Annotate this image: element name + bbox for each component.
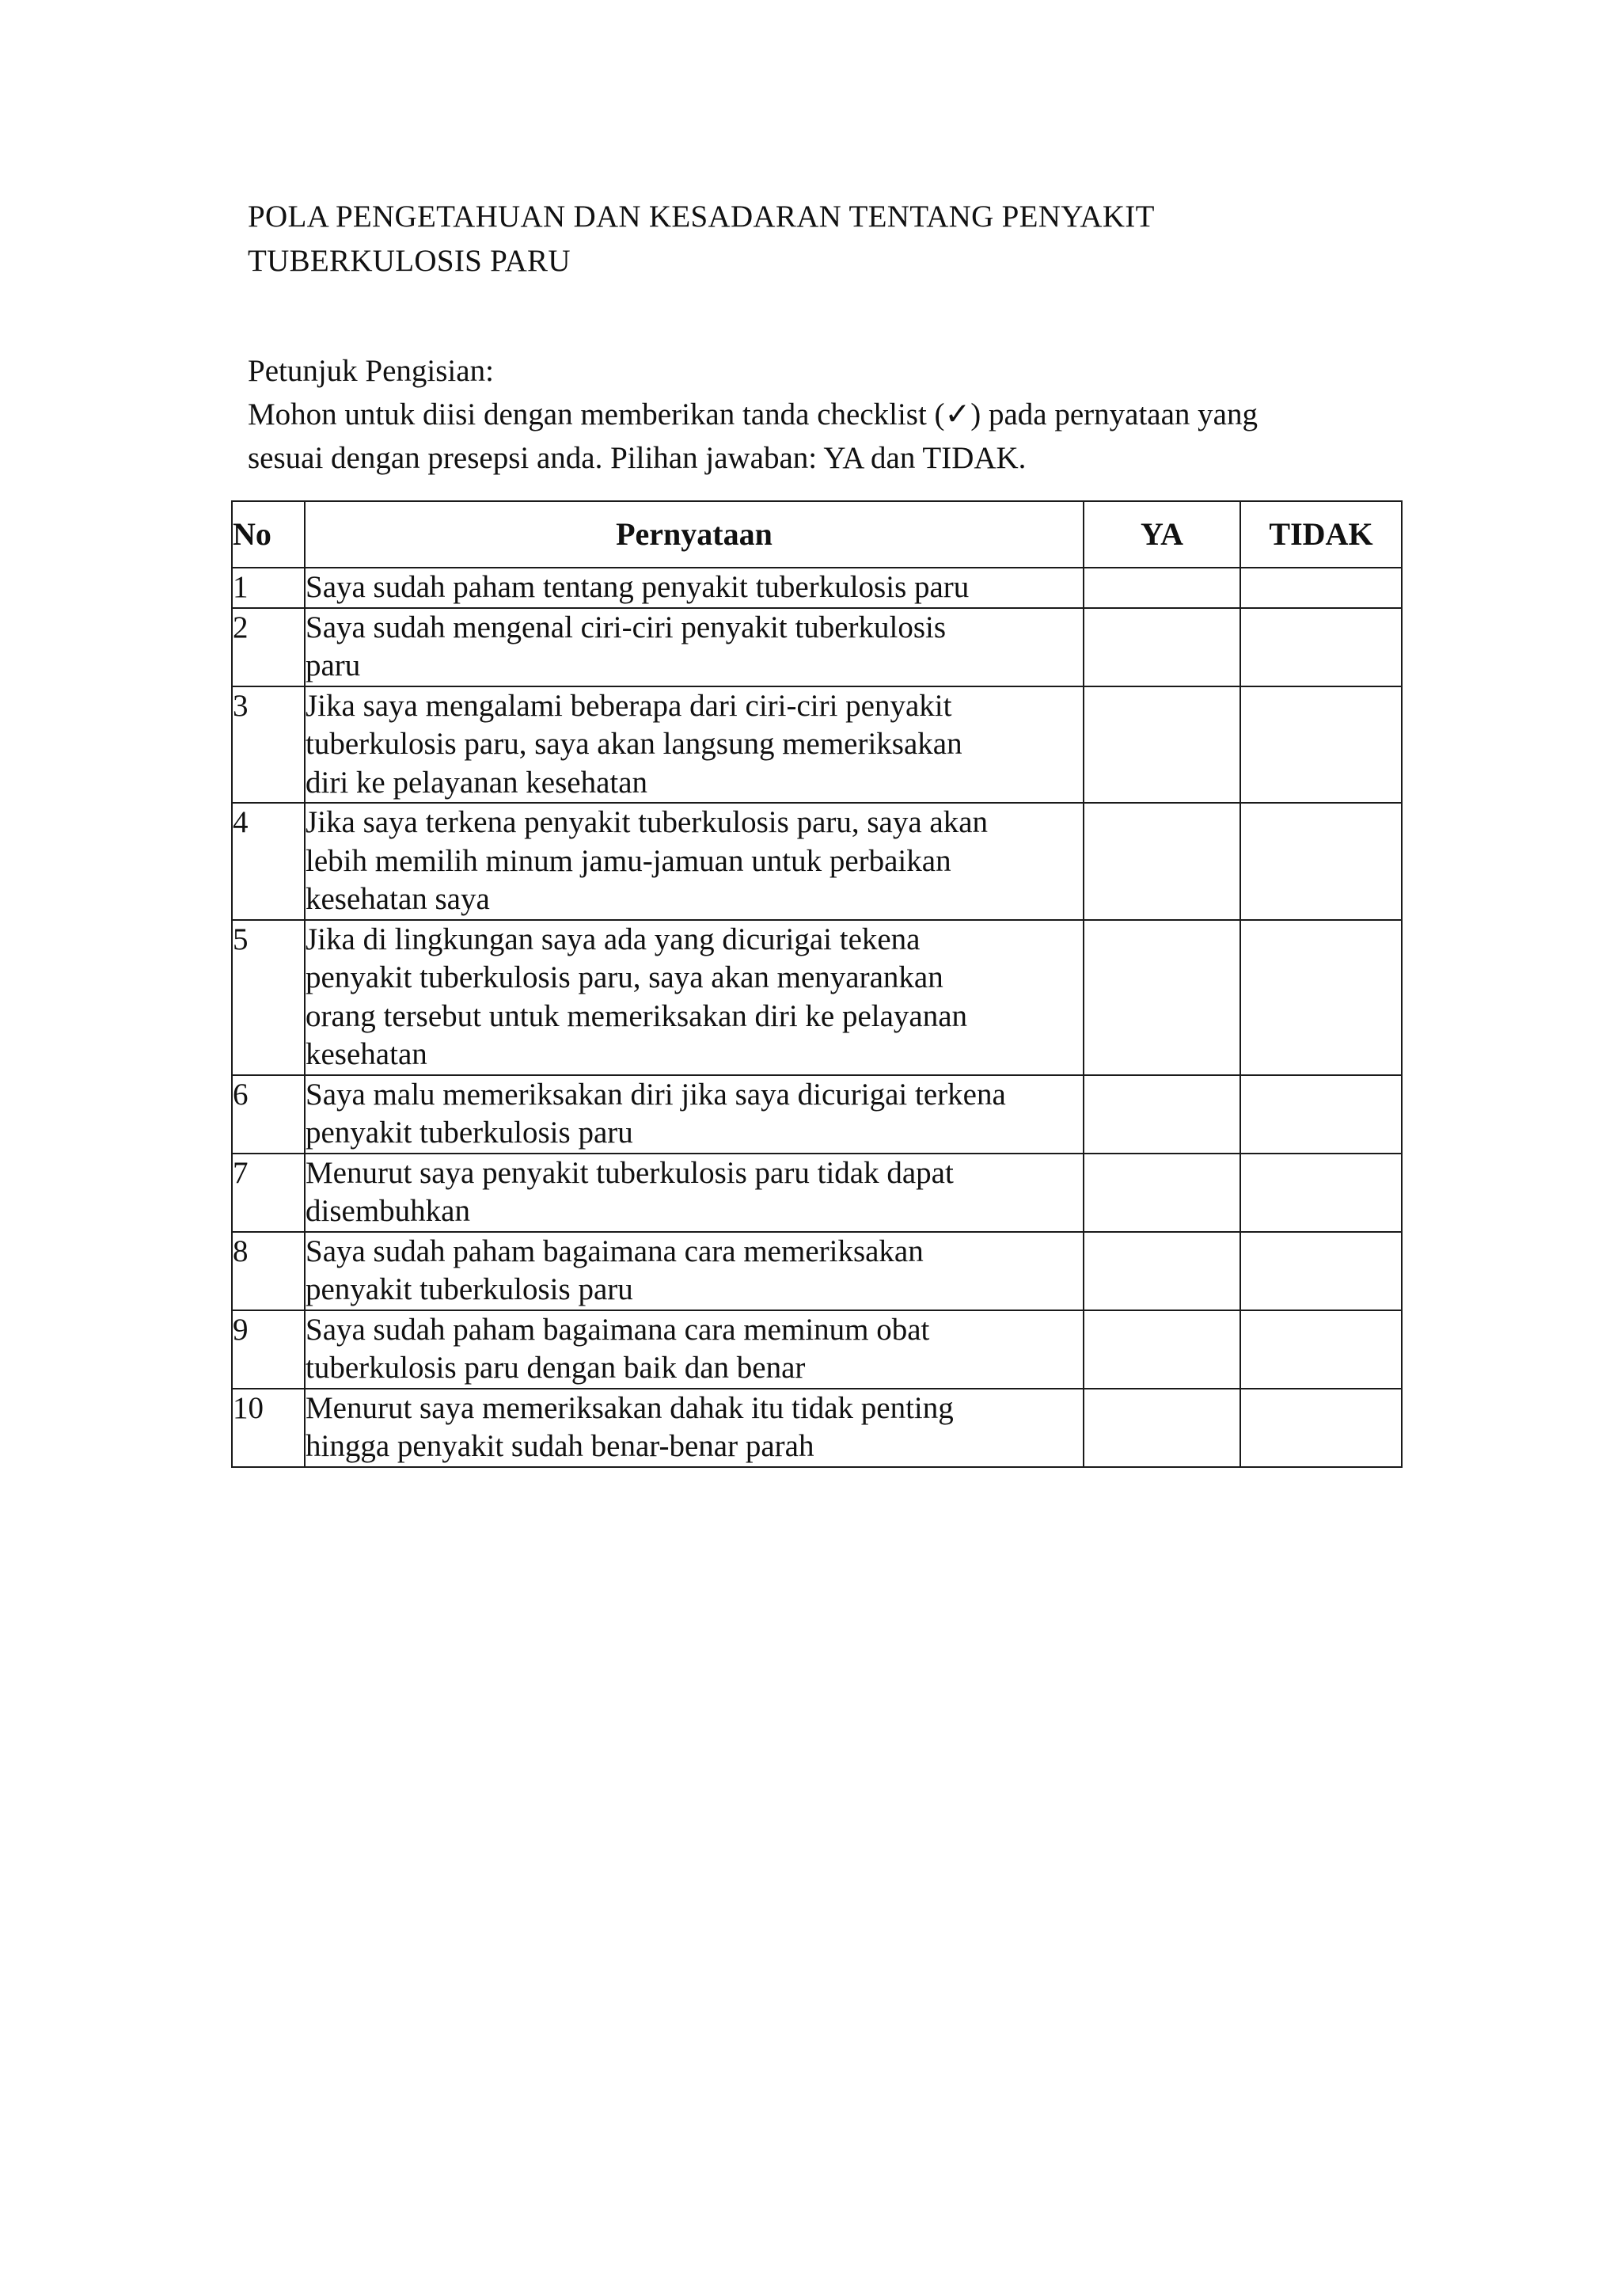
row-number: 10 — [232, 1389, 305, 1467]
table-row — [232, 568, 1402, 608]
statement-cell — [305, 1389, 1084, 1467]
answer-tidak-cell[interactable] — [1240, 1232, 1402, 1310]
row-number: 1 — [232, 568, 305, 608]
statement-line: Saya sudah paham bagaimana cara meminum obat — [306, 1312, 930, 1347]
statement-line: tuberkulosis paru, saya akan langsung memeriksakan — [306, 727, 962, 761]
table-row — [232, 1075, 1402, 1154]
table-row — [232, 803, 1402, 920]
answer-ya-cell[interactable] — [1084, 803, 1240, 920]
statement-cell — [305, 803, 1084, 920]
answer-tidak-cell[interactable] — [1240, 920, 1402, 1075]
questionnaire-table — [231, 500, 1403, 1468]
statement-line: Jika saya terkena penyakit tuberkulosis paru, saya akan — [306, 805, 989, 839]
answer-tidak-cell[interactable] — [1240, 1075, 1402, 1154]
statement-line: Saya sudah paham tentang penyakit tuberkulosis paru — [306, 570, 970, 604]
answer-ya-cell[interactable] — [1084, 1310, 1240, 1389]
answer-tidak-cell[interactable] — [1240, 608, 1402, 686]
statement-cell — [305, 1232, 1084, 1310]
answer-ya-cell[interactable] — [1084, 1389, 1240, 1467]
answer-tidak-cell[interactable] — [1240, 1154, 1402, 1232]
answer-ya-cell[interactable] — [1084, 608, 1240, 686]
row-number: 5 — [232, 920, 305, 1075]
header-statement: Pernyataan — [305, 501, 1084, 568]
statement-line: paru — [306, 648, 361, 682]
table-row — [232, 920, 1402, 1075]
answer-tidak-cell[interactable] — [1240, 1389, 1402, 1467]
table-row — [232, 1389, 1402, 1467]
statement-line: penyakit tuberkulosis paru, saya akan menyarankan — [306, 960, 943, 994]
table-header-row — [232, 501, 1402, 568]
row-number: 2 — [232, 608, 305, 686]
statement-line: Jika di lingkungan saya ada yang dicurigai tekena — [306, 922, 921, 956]
table-row — [232, 1232, 1402, 1310]
instructions-block — [248, 349, 1372, 480]
header-tidak: TIDAK — [1240, 501, 1402, 568]
table-row — [232, 1310, 1402, 1389]
statement-cell — [305, 608, 1084, 686]
row-number: 7 — [232, 1154, 305, 1232]
row-number: 8 — [232, 1232, 305, 1310]
answer-ya-cell[interactable] — [1084, 1075, 1240, 1154]
statement-line: penyakit tuberkulosis paru — [306, 1272, 633, 1306]
row-number: 6 — [232, 1075, 305, 1154]
document-title — [248, 195, 1435, 283]
statement-line: kesehatan — [306, 1037, 427, 1071]
answer-ya-cell[interactable] — [1084, 920, 1240, 1075]
statement-line: kesehatan saya — [306, 882, 490, 916]
row-number: 4 — [232, 803, 305, 920]
statement-line: tuberkulosis paru dengan baik dan benar — [306, 1351, 806, 1385]
statement-line: orang tersebut untuk memeriksakan diri ke pelayanan — [306, 998, 968, 1033]
statement-line: Jika saya mengalami beberapa dari ciri-ciri penyakit — [306, 688, 952, 723]
table-row — [232, 686, 1402, 804]
statement-cell — [305, 686, 1084, 804]
answer-ya-cell[interactable] — [1084, 568, 1240, 608]
statement-line: hingga penyakit sudah benar-benar parah — [306, 1429, 814, 1463]
table-body — [232, 568, 1402, 1467]
answer-ya-cell[interactable] — [1084, 1232, 1240, 1310]
title-line-1: POLA PENGETAHUAN DAN KESADARAN TENTANG PENYAKIT — [248, 200, 1155, 234]
statement-line: Menurut saya penyakit tuberkulosis paru tidak dapat — [306, 1155, 954, 1190]
statement-cell — [305, 1154, 1084, 1232]
table-row — [232, 1154, 1402, 1232]
statement-line: disembuhkan — [306, 1194, 470, 1228]
answer-tidak-cell[interactable] — [1240, 803, 1402, 920]
header-ya: YA — [1084, 501, 1240, 568]
instructions-heading: Petunjuk Pengisian: — [248, 354, 494, 388]
statement-line: diri ke pelayanan kesehatan — [306, 765, 648, 800]
statement-line: penyakit tuberkulosis paru — [306, 1116, 633, 1150]
title-line-2: TUBERKULOSIS PARU — [248, 244, 571, 278]
row-number: 9 — [232, 1310, 305, 1389]
table-row — [232, 608, 1402, 686]
answer-tidak-cell[interactable] — [1240, 686, 1402, 804]
answer-tidak-cell[interactable] — [1240, 568, 1402, 608]
statement-cell — [305, 568, 1084, 608]
statement-line: Menurut saya memeriksakan dahak itu tidak penting — [306, 1390, 954, 1425]
answer-ya-cell[interactable] — [1084, 1154, 1240, 1232]
statement-line: Saya sudah mengenal ciri-ciri penyakit tuberkulosis — [306, 610, 947, 644]
header-no: No — [232, 501, 305, 568]
answer-ya-cell[interactable] — [1084, 686, 1240, 804]
statement-line: Saya malu memeriksakan diri jika saya dicurigai terkena — [306, 1077, 1006, 1112]
instructions-line-1: Mohon untuk diisi dengan memberikan tanda checklist (✓) pada pernyataan yang — [248, 397, 1258, 431]
statement-cell — [305, 920, 1084, 1075]
statement-line: lebih memilih minum jamu-jamuan untuk perbaikan — [306, 843, 951, 878]
instructions-line-2: sesuai dengan presepsi anda. Pilihan jawaban: YA dan TIDAK. — [248, 441, 1027, 475]
statement-cell — [305, 1075, 1084, 1154]
row-number: 3 — [232, 686, 305, 804]
answer-tidak-cell[interactable] — [1240, 1310, 1402, 1389]
statement-cell — [305, 1310, 1084, 1389]
statement-line: Saya sudah paham bagaimana cara memeriksakan — [306, 1234, 924, 1268]
